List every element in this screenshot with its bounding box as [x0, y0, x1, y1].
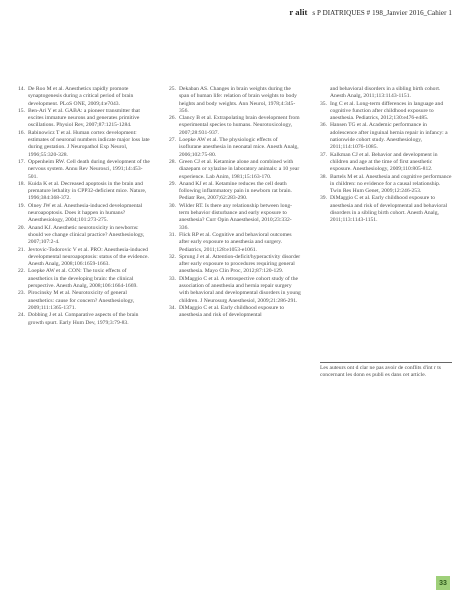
reference-item — [169, 159, 301, 181]
reference-number: 21. — [18, 246, 25, 253]
reference-text: Hansen TG et al. Academic performance in adolescence after inguinal hernia repair in infancy: a nationwide cohort study. Anesthesiology, 2011;114:1076-1085. — [330, 122, 448, 151]
reference-text: Loepke AW et al. CON: The toxic effects of anesthetics in the developing brain: the clinical perspective. Anesth Analg, 2008;106:1664-1669. — [28, 268, 138, 290]
reference-text: Anand KJ. Anesthetic neurotoxicity in newborns: should we change clinical practice? Anesthesiology, 2007;107:2-4. — [28, 224, 145, 246]
reference-text: Dobbing J et al. Comparative aspects of the brain growth spurt. Early Hum Dev, 1979;3:79-83. — [28, 312, 139, 326]
reference-item — [18, 130, 150, 159]
reference-item — [169, 276, 301, 305]
reference-text: and behavioral disorders in a sibling birth cohort. Anesth Analg, 2011;113:1143-1151. — [330, 86, 441, 100]
reference-text: Rabinowicz T et al. Human cortex development: estimates of neuronal numbers indicate major loss late during gestation. J Neuropathol Exp Neurol, 1996;55:320-328. — [28, 129, 150, 158]
reference-text: Pirocinsky M et al. Neurotoxicity of general anesthetics: cause for concern? Anesthesiology, 2009;111:1365-1371. — [28, 290, 135, 311]
reference-text: Loepke AW et al. The physiologic effects of isoflurane anesthesia in neonatal mice. Anesth Analg, 2006;102:75-80. — [179, 137, 299, 158]
reference-text: Clancy B et al. Extrapolating brain development from experimental species to humans. Neurotoxicology, 2007;28:931-937. — [179, 115, 300, 136]
reference-number: 30. — [169, 202, 176, 209]
reference-number — [320, 86, 330, 101]
reference-item — [169, 232, 301, 254]
reference-text: Kalkman CJ et al. Behavior and development in children and age at the time of first anesthetic exposure. Anesthesiology, 2009;110:805-812. — [330, 151, 438, 173]
reference-text: Ing C et al. Long-term differences in language and cognitive function after childhood exposure to anesthesia. Pediatrics, 2012;130:e476-e485. — [330, 100, 444, 122]
reference-number: 31. — [169, 231, 176, 238]
reference-number: 38. — [320, 173, 327, 180]
reference-item — [320, 122, 452, 151]
reference-text: Oppenheim RW. Cell death during development of the nervous system. Annu Rev Neurosci, 1991;14:453-501. — [28, 158, 150, 180]
reference-text: Sprung J et al. Attention-deficit/hyperactivity disorder after early exposure to procedures requiring general anesthesia. Mayo Clin Proc, 2012;87:120-129. — [179, 253, 301, 275]
reference-item — [320, 101, 452, 123]
reference-item — [18, 290, 150, 312]
reference-number: 17. — [18, 158, 25, 165]
reference-number: 36. — [320, 122, 327, 129]
reference-number: 22. — [18, 268, 25, 275]
conflict-of-interest-statement: Les auteurs ont d clar ne pas avoir de conflits d'int r ts concernant les donn es publi es dans cet article. — [320, 362, 452, 380]
reference-number: 32. — [169, 253, 176, 260]
reference-number: 24. — [18, 312, 25, 319]
reference-item — [169, 86, 301, 115]
reference-item — [18, 159, 150, 181]
reference-text: DiMaggio C et al. Early childhood exposure to anesthesia and risk of developmental — [179, 304, 285, 319]
reference-number: 14. — [18, 86, 25, 92]
reference-text: Olney JW et al. Anesthesia-induced developmental neuroapoptosis. Does it happen in humans? Anesthesiology, 2004;101:273-275. — [28, 202, 143, 224]
reference-item — [18, 86, 150, 108]
reference-number: 16. — [18, 129, 25, 136]
reference-item — [18, 247, 150, 269]
reference-item — [320, 152, 452, 174]
reference-number: 19. — [18, 202, 25, 209]
reference-number: 37. — [320, 151, 327, 158]
reference-number: 20. — [18, 224, 25, 231]
reference-item — [18, 268, 150, 290]
reference-item — [169, 181, 301, 203]
reference-number: 23. — [18, 290, 25, 297]
page-number: 33 — [436, 576, 450, 590]
references-column-2 — [169, 86, 301, 320]
reference-item — [18, 225, 150, 247]
reference-text: Ben-Ari Y et al. GABA: a pioneer transmitter that excites immature neurons and generates primitive oscillations. Physiol Rev, 2007;87:1215-1284. — [28, 107, 140, 129]
reference-number: 33. — [169, 275, 176, 282]
reference-item — [18, 312, 150, 327]
reference-item — [169, 203, 301, 232]
reference-text: Anand KJ et al. Ketamine reduces the cell death following inflammatory pain in newborn rat brain. Pediatr Res, 2007;62:283-290. — [179, 180, 292, 202]
reference-text: Flick RP et al. Cognitive and behavioral outcomes after early exposure to anesthesia and surgery. Pediatrics, 2011;128:e1053-e1061. — [179, 231, 292, 253]
reference-number: 29. — [169, 180, 176, 187]
reference-number: 26. — [169, 115, 176, 122]
references-column-3 — [320, 86, 452, 225]
reference-number: 18. — [18, 180, 25, 187]
reference-item — [18, 203, 150, 225]
reference-text: Dekaban AS. Changes in brain weights during the span of human life: relation of brain weights to body heights and body weights. Ann Neurol, 1978;4:345-356. — [179, 86, 297, 114]
reference-item — [169, 305, 301, 320]
reference-number: 15. — [18, 107, 25, 114]
reference-item — [169, 137, 301, 159]
reference-number: 25. — [169, 86, 176, 92]
reference-item — [320, 86, 452, 101]
running-title: s P DIATRIQUES # 198_Janvier 2016_Cahier 1 — [312, 9, 452, 17]
reference-text: De Roo M et al. Anesthetics rapidly promote synaptogenesis during a critical period of brain development. PLoS ONE, 2009;4:e7043. — [28, 86, 134, 107]
reference-item — [169, 254, 301, 276]
reference-text: DiMaggio C et al. Early childhood exposure to anesthesia and risk of developmental and behavioral disorders in a sibling birth cohort. Anesth Analg, 2011;113:1143-1151. — [330, 195, 448, 224]
reference-item — [18, 181, 150, 203]
reference-number: 34. — [169, 304, 176, 311]
reference-text: Kuida K et al. Decreased apoptosis in the brain and premature lethality in CPP32-deficient mice. Nature, 1996;384:368-372. — [28, 180, 147, 202]
reference-item — [320, 174, 452, 196]
reference-number: 35. — [320, 100, 327, 107]
running-header — [289, 7, 452, 17]
reference-item — [169, 115, 301, 137]
reference-text: DiMaggio C et al. A retrospective cohort study of the association of anesthesia and hernia repair surgery with behavioral and developmental disorders in young children. J Neurosurg Anesthesiol, 2009;21:286-291. — [179, 275, 301, 304]
reference-text: Bartels M et al. Anesthesia and cognitive performance in children: no evidence for a causal relationship. Twin Res Hum Genet, 2009;12:246-253. — [330, 173, 452, 195]
reference-item — [320, 195, 452, 224]
reference-text: Wilder RT. Is there any relationship between long-term behavior disturbance and early exposure to anesthesia? Curr Opin Anaesthesiol, 2010;23:332-336. — [179, 202, 293, 231]
reference-number: 27. — [169, 137, 176, 144]
reference-number: 28. — [169, 158, 176, 165]
journal-brand: r alit — [289, 7, 308, 17]
reference-text: Green CJ et al. Ketamine alone and combined with diazepam or xylazine in laboratory animals: a 10 year experience. Lab Anim, 1981;15:163-170. — [179, 158, 300, 180]
reference-item — [18, 108, 150, 130]
references-column-1 — [18, 86, 150, 327]
reference-text: Jevtovic-Todorovic V et al. PRO: Anesthesia-induced developmental neuroapoptosis: status of the evidence. Anesth Analg, 2008;106:1659-1663. — [28, 246, 149, 268]
reference-number: 39. — [320, 195, 327, 202]
